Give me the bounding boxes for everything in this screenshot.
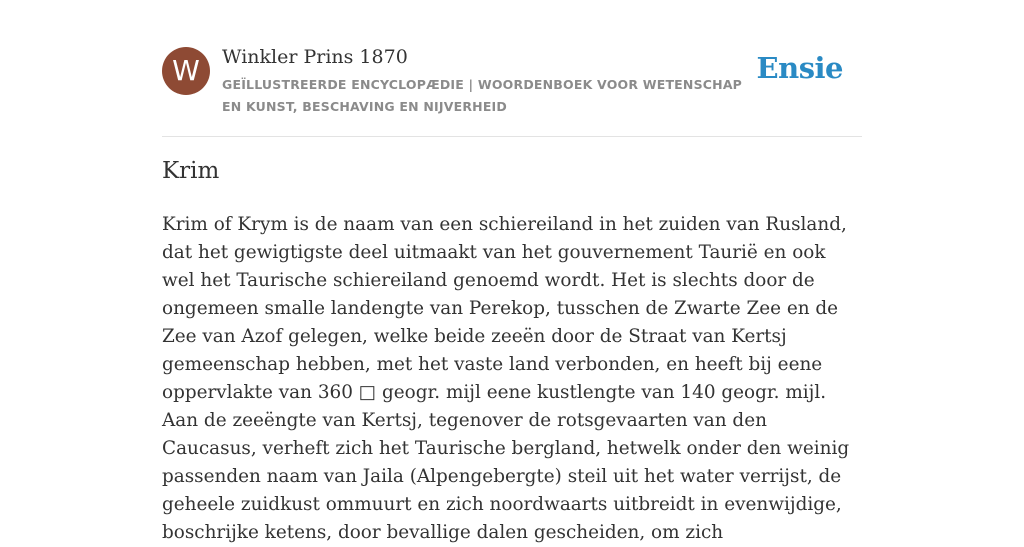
source-header <box>162 44 862 137</box>
article-body: Krim of Krym is de naam van een schiereiland in het zuiden van Rusland, dat het gewigtigste deel uitmaakt van het gouvernement Taurië en ook wel het Taurische schiereiland genoemd wordt. Het is slechts door de ongemeen smalle landengte van Perekop, tusschen de Zwarte Zee en de Zee van Azof gelegen, welke beide zeeën door de Straat van Kertsj gemeenschap hebben, met het vaste land verbonden, en heeft bij eene oppervlakte van 360 □ geogr. mijl eene kustlengte van 140 geogr. mijl. Aan de zeeëngte van Kertsj, tegenover de rotsgevaarten van den Caucasus, verheft zich het Taurische bergland, hetwelk onder den weinig passenden naam van Jaila (Alpengebergte) steil uit het water verrijst, de geheele zuidkust ommuurt en zich noordwaarts uitbreidt in evenwijdige, boschrijke ketens, door bevallige dalen gescheiden, om zich <box>162 214 850 543</box>
avatar[interactable]: W <box>162 47 210 95</box>
article-title: Krim <box>162 158 220 184</box>
source-title[interactable]: Winkler Prins 1870 <box>222 46 408 68</box>
ensie-logo[interactable]: Ensie <box>756 51 843 85</box>
source-subtitle: GEÏLLUSTREERDE ENCYCLOPÆDIE | WOORDENBOEK VOOR WETENSCHAP EN KUNST, BESCHAVING EN NIJVERHEID <box>222 77 743 114</box>
